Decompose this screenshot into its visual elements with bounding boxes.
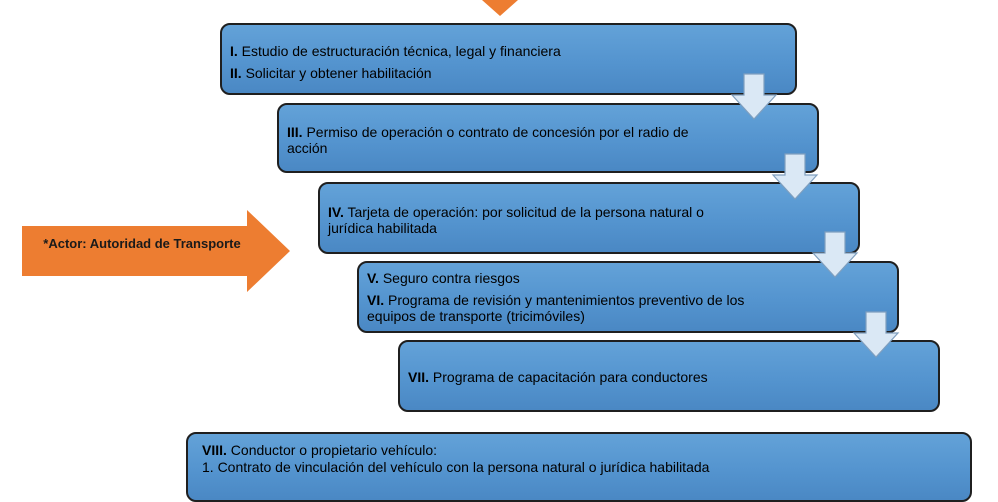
- down-arrow-icon: [811, 231, 859, 279]
- top-arrow-icon: [470, 0, 530, 20]
- step-line: VI. Programa de revisión y mantenimientos preventivo de los equipos de transporte (tricimóviles): [367, 292, 745, 324]
- down-arrow-icon: [730, 73, 778, 121]
- step-line: II. Solicitar y obtener habilitación: [230, 65, 432, 81]
- step-box-6: [186, 432, 972, 502]
- step-line: III. Permiso de operación o contrato de concesión por el radio de acción: [287, 124, 689, 156]
- step-line: VIII. Conductor o propietario vehículo:: [202, 442, 438, 458]
- down-arrow-icon: [771, 153, 819, 201]
- step-line: 1. Contrato de vinculación del vehículo con la persona natural o jurídica habilitada: [202, 459, 710, 475]
- step-line: IV. Tarjeta de operación: por solicitud de la persona natural o jurídica habilitada: [328, 204, 704, 236]
- down-arrow-icon: [852, 311, 900, 359]
- step-line: I. Estudio de estructuración técnica, legal y financiera: [230, 43, 561, 59]
- step-box-1: [220, 23, 797, 95]
- step-line: VII. Programa de capacitación para conductores: [408, 369, 708, 385]
- actor-label: *Actor: Autoridad de Transporte: [43, 236, 241, 251]
- step-line: V. Seguro contra riesgos: [367, 270, 520, 286]
- actor-arrow-icon: [22, 210, 292, 292]
